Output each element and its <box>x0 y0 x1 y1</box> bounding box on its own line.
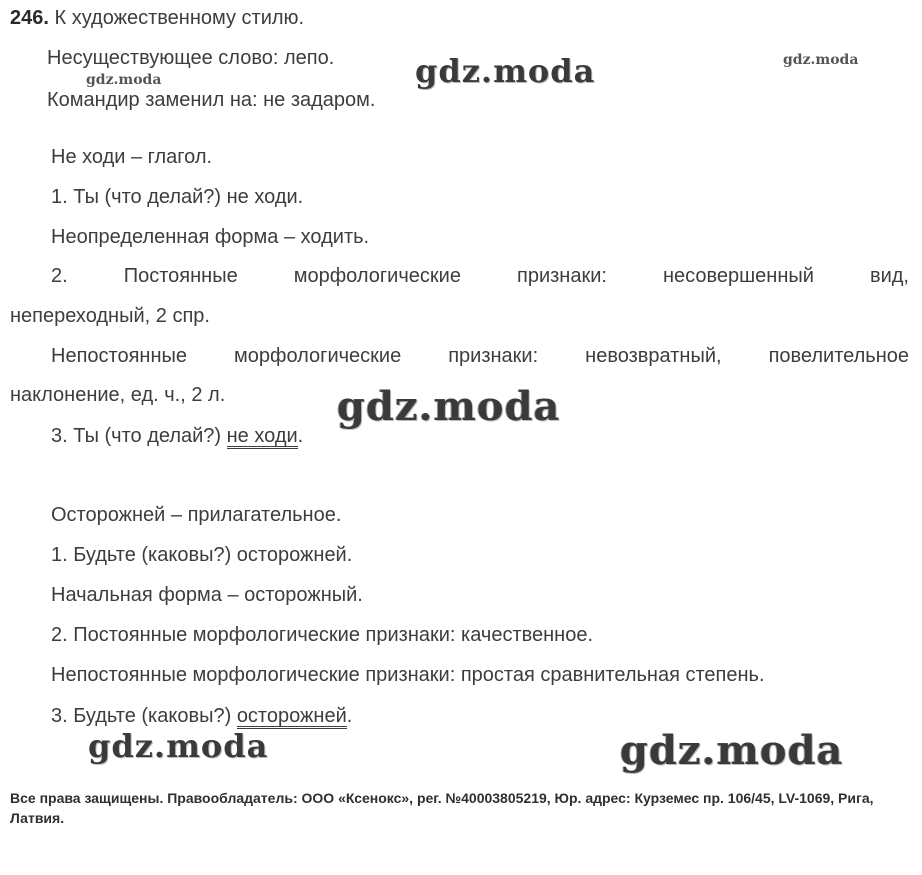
text-line-1: Несуществующее слово: лепо. <box>47 47 335 69</box>
line-text: . <box>346 705 353 727</box>
word: невозвратный, <box>585 345 722 367</box>
watermark: gdz.moda <box>415 52 596 90</box>
word: морфологические <box>234 345 402 367</box>
word: 2. <box>51 265 68 287</box>
line-text: 3. Будьте (каковы?) <box>51 705 237 727</box>
word: признаки: <box>516 265 607 287</box>
exercise-title: К художественному стилю. <box>54 7 305 29</box>
watermark: gdz.moda <box>337 383 561 430</box>
watermark: gdz.moda <box>86 72 162 88</box>
watermark: gdz.moda <box>783 52 859 68</box>
watermark: gdz.moda <box>620 727 844 774</box>
text-line-14: 2. Постоянные морфологические признаки: качественное. <box>51 624 594 646</box>
text-line-10 <box>51 424 303 449</box>
watermark: gdz.moda <box>88 727 269 765</box>
word: признаки: <box>448 345 539 367</box>
text-line-4: 1. Ты (что делай?) не ходи. <box>51 186 304 208</box>
word: Непостоянные <box>51 345 187 367</box>
text-line-2: Командир заменил на: не задаром. <box>47 89 376 111</box>
text-line-5: Неопределенная форма – ходить. <box>51 226 370 248</box>
text-line-16 <box>51 704 352 729</box>
word: несовершенный <box>662 265 814 287</box>
exercise-heading <box>10 6 304 30</box>
word: Постоянные <box>123 265 238 287</box>
word: морфологические <box>293 265 461 287</box>
word: повелительное <box>768 345 909 367</box>
text-line-13: Начальная форма – осторожный. <box>51 584 363 606</box>
text-line-6 <box>51 264 909 288</box>
text-line-15: Непостоянные морфологические признаки: простая сравнительная степень. <box>51 664 765 686</box>
text-line-7: непереходный, 2 спр. <box>10 305 210 327</box>
line-text: . <box>297 425 304 447</box>
line-text: 3. Ты (что делай?) <box>51 425 227 447</box>
text-line-9: наклонение, ед. ч., 2 л. <box>10 384 226 406</box>
text-line-11: Осторожней – прилагательное. <box>51 504 342 526</box>
text-line-3: Не ходи – глагол. <box>51 146 213 168</box>
double-underlined-word: не ходи <box>226 425 298 447</box>
word: вид, <box>869 265 909 287</box>
text-line-12: 1. Будьте (каковы?) осторожней. <box>51 544 353 566</box>
double-underlined-word: осторожней <box>236 705 347 727</box>
exercise-number: 246. <box>10 7 49 29</box>
copyright-footer: Все права защищены. Правообладатель: ООО «Ксенокс», рег. №40003805219, Юр. адрес: Курземес пр. 106/45, LV-1069, Рига, Латвия. <box>10 790 874 826</box>
text-line-8 <box>51 344 909 368</box>
